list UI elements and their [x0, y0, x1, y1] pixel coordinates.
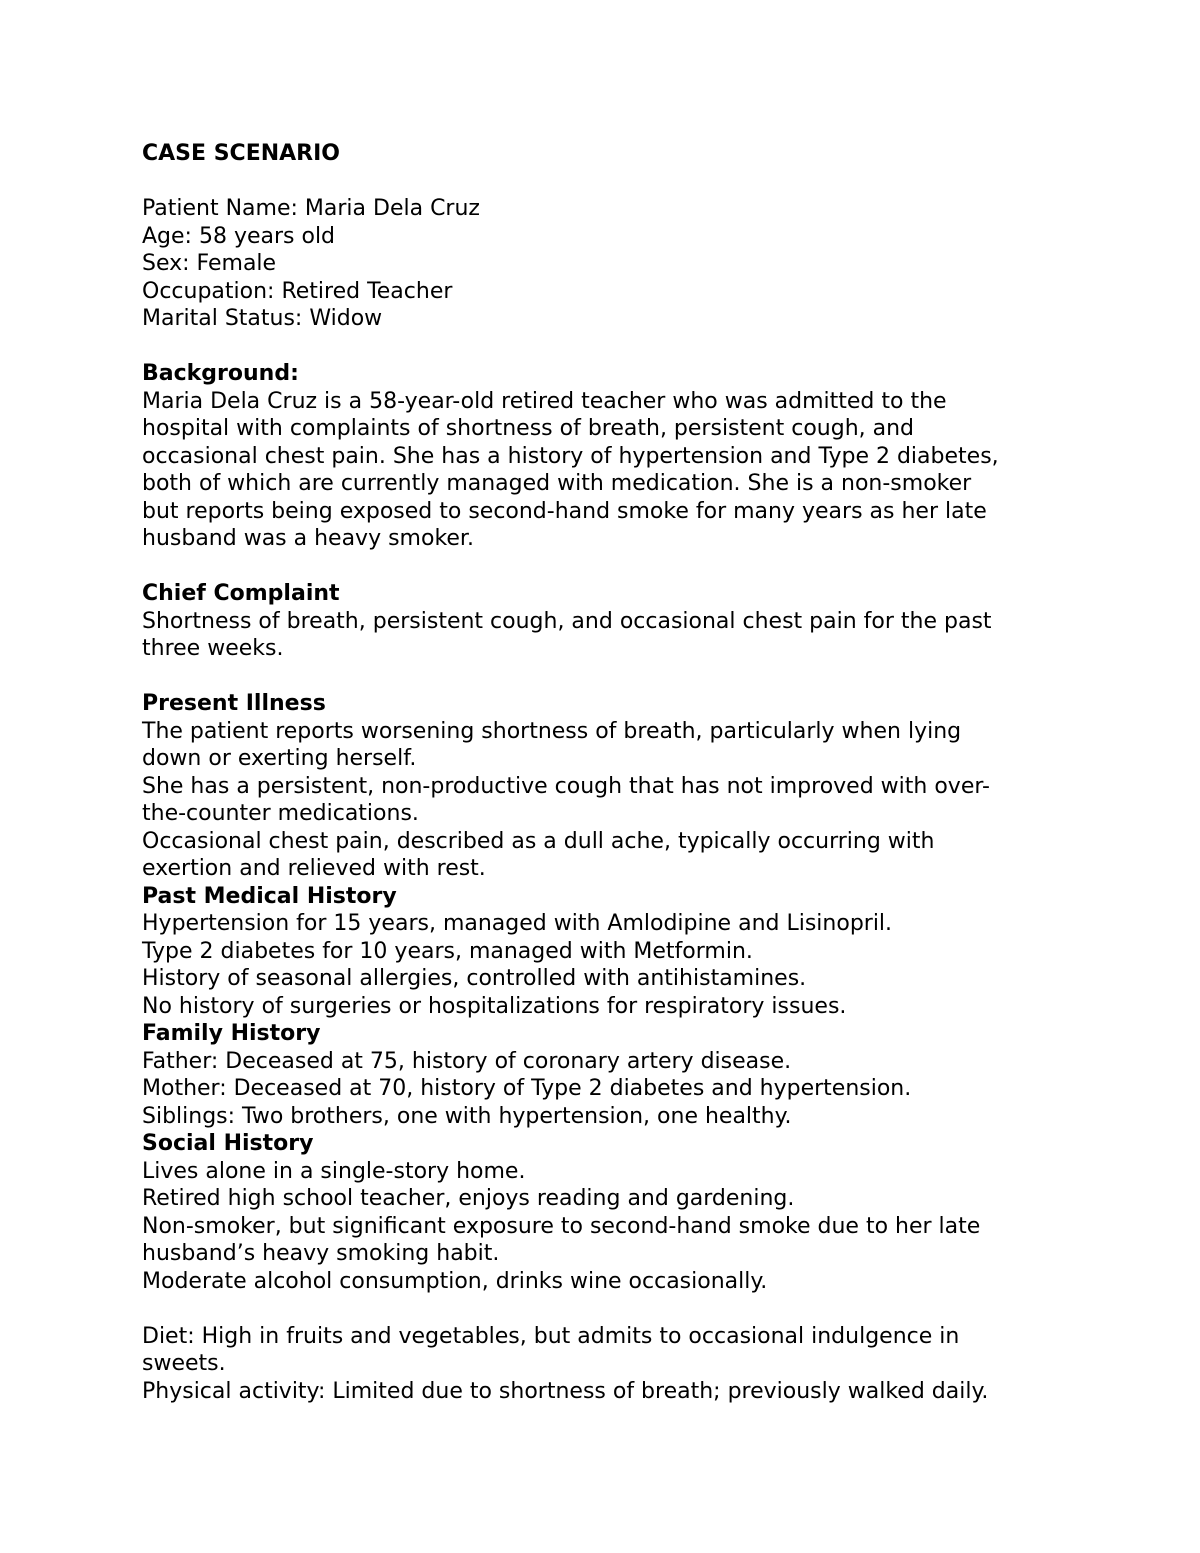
past-medical-history-section — [142, 883, 1072, 1021]
chief-complaint-heading: Chief Complaint — [142, 581, 340, 606]
spacer — [142, 168, 1072, 196]
family-history-line: Mother: Deceased at 70, history of Type 2 diabetes and hypertension. — [142, 1076, 912, 1101]
background-line: husband was a heavy smoker. — [142, 526, 474, 551]
social-history-line: Non-smoker, but significant exposure to second-hand smoke due to her late — [142, 1213, 981, 1239]
present-illness-heading: Present Illness — [142, 691, 326, 716]
past-medical-history-line: No history of surgeries or hospitalizations for respiratory issues. — [142, 993, 847, 1019]
background-line: hospital with complaints of shortness of breath, persistent cough, and — [142, 416, 915, 441]
past-medical-history-line: Hypertension for 15 years, managed with Amlodipine and Lisinopril. — [142, 911, 893, 936]
social-history-line: husband’s heavy smoking habit. — [142, 1241, 500, 1266]
social-history-line: Lives alone in a single-story home. — [142, 1158, 526, 1184]
family-history-line: Father: Deceased at 75, history of coronary artery disease. — [142, 1048, 792, 1074]
present-illness-line: down or exerting herself. — [142, 746, 417, 771]
past-medical-history-line: History of seasonal allergies, controlled with antihistamines. — [142, 966, 807, 991]
chief-complaint-section — [142, 580, 1072, 663]
document-page — [142, 140, 1072, 1405]
spacer — [142, 553, 1072, 581]
patient-name: Patient Name: Maria Dela Cruz — [142, 196, 480, 221]
family-history-heading: Family History — [142, 1021, 321, 1046]
document-title: CASE SCENARIO — [142, 141, 340, 166]
patient-sex: Sex: Female — [142, 251, 277, 276]
spacer — [142, 1295, 1072, 1323]
lifestyle-section — [142, 1323, 1072, 1406]
family-history-line: Siblings: Two brothers, one with hypertension, one healthy. — [142, 1103, 792, 1129]
patient-age: Age: 58 years old — [142, 223, 336, 249]
social-history-heading: Social History — [142, 1131, 314, 1156]
background-line: both of which are currently managed with medication. She is a non-smoker — [142, 471, 972, 496]
lifestyle-line: sweets. — [142, 1351, 226, 1376]
present-illness-line: exertion and relieved with rest. — [142, 856, 486, 881]
background-section — [142, 360, 1072, 553]
lifestyle-line: Physical activity: Limited due to shortness of breath; previously walked daily. — [142, 1378, 989, 1404]
background-heading: Background: — [142, 361, 299, 386]
background-line: but reports being exposed to second-hand smoke for many years as her late — [142, 498, 987, 524]
social-history-line: Retired high school teacher, enjoys reading and gardening. — [142, 1186, 795, 1211]
present-illness-line: The patient reports worsening shortness of breath, particularly when lying — [142, 718, 962, 744]
patient-info-block — [142, 195, 1072, 333]
present-illness-line: She has a persistent, non-productive cough that has not improved with over- — [142, 773, 990, 799]
patient-occupation: Occupation: Retired Teacher — [142, 278, 453, 304]
present-illness-line: Occasional chest pain, described as a dull ache, typically occurring with — [142, 828, 935, 854]
background-line: occasional chest pain. She has a history of hypertension and Type 2 diabetes, — [142, 443, 999, 469]
past-medical-history-line: Type 2 diabetes for 10 years, managed with Metformin. — [142, 938, 753, 964]
spacer — [142, 663, 1072, 691]
present-illness-line: the-counter medications. — [142, 801, 419, 826]
background-line: Maria Dela Cruz is a 58-year-old retired teacher who was admitted to the — [142, 388, 947, 414]
present-illness-section — [142, 690, 1072, 883]
family-history-section — [142, 1020, 1072, 1130]
lifestyle-line: Diet: High in fruits and vegetables, but admits to occasional indulgence in — [142, 1323, 960, 1349]
chief-complaint-line: three weeks. — [142, 636, 284, 661]
social-history-section — [142, 1130, 1072, 1295]
patient-marital-status: Marital Status: Widow — [142, 306, 383, 331]
social-history-line: Moderate alcohol consumption, drinks wine occasionally. — [142, 1268, 768, 1294]
chief-complaint-line: Shortness of breath, persistent cough, and occasional chest pain for the past — [142, 608, 992, 634]
past-medical-history-heading: Past Medical History — [142, 883, 397, 909]
spacer — [142, 333, 1072, 361]
